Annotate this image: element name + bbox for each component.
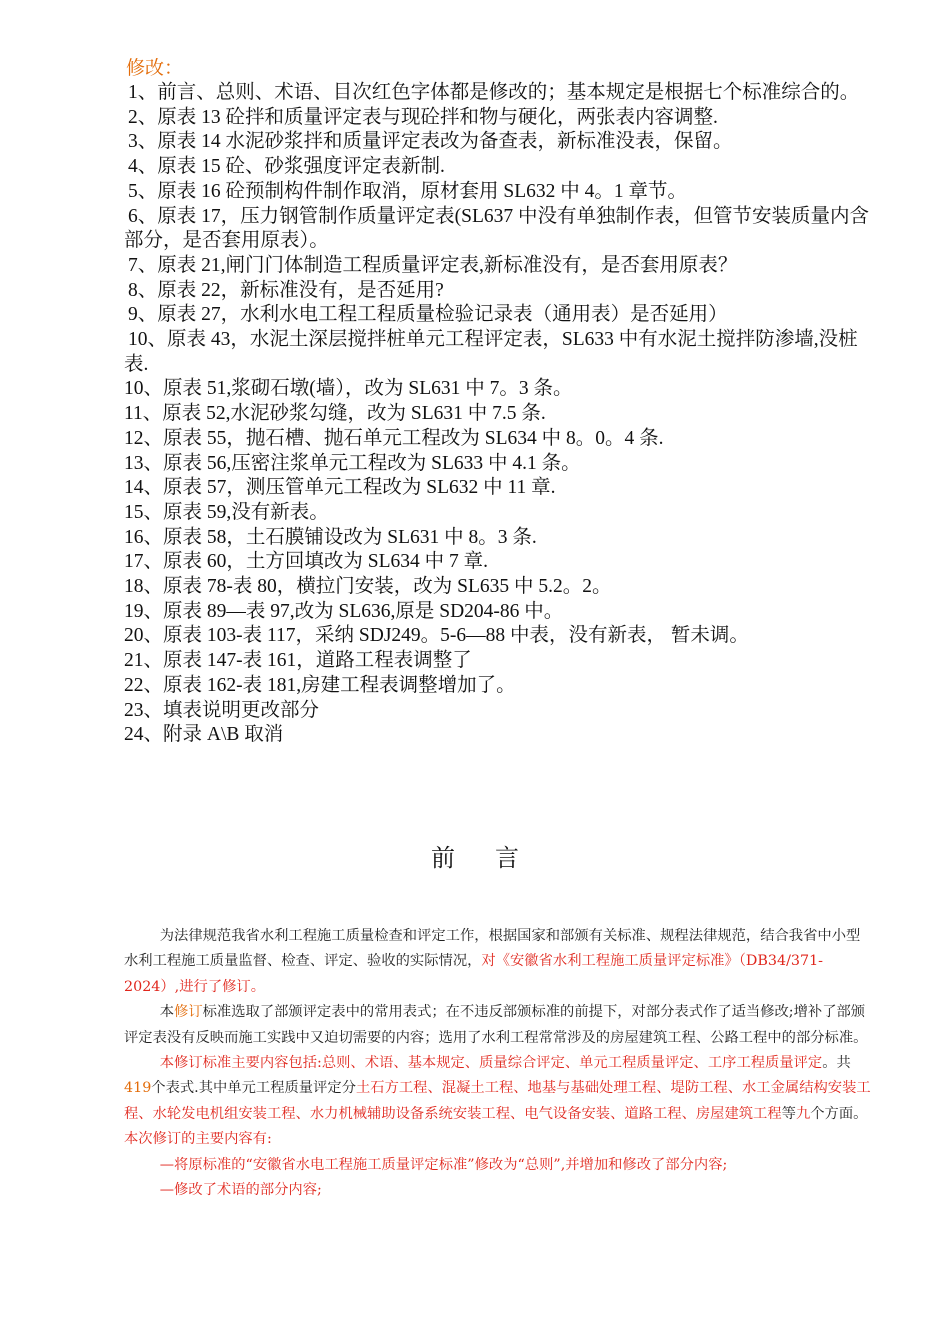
revision-note: 土石方工程、混凝土工程、地基与基础处理工程、堤防工程、水工金属结构安装工程、水轮发电机组安装工程、水力机械辅助设备系统安装工程、电气设备安装、道路工程、房屋建筑工程 [124, 1080, 871, 1122]
preface-body [124, 924, 872, 1203]
preface-paragraph: 本次修订的主要内容有: [124, 1131, 272, 1148]
preface-title: 前言 [431, 844, 559, 872]
revision-item: 22、原表 162-表 181,房建工程表调整增加了。 [124, 674, 516, 696]
paragraph-text: 个方面。 [810, 1105, 868, 1122]
revision-item: 17、原表 60，土方回填改为 SL634 中 7 章. [124, 551, 489, 573]
paragraph-text: 等 [781, 1105, 796, 1122]
paragraph-text: 标准选取了部颁评定表中的常用表式；在不违反部颁标准的前提下，对部分表式作了适当修改;增补了部颁评定表没有反映而施工实践中又迫切需要的内容；选用了水利工程常常涉及的房屋建筑工程、公路工程中的部分标准。 [124, 1004, 868, 1046]
paragraph-text: 个表式.其中单元工程质量评定分 [151, 1080, 356, 1097]
revision-item: 1、前言、总则、术语、目次红色字体都是修改的；基本规定是根据七个标准综合的。 [128, 82, 860, 103]
revision-item: 19、原表 89—表 97,改为 SL636,原是 SD204-86 中。 [124, 600, 564, 622]
revision-item: 4、原表 15 砼、砂浆强度评定表新制. [128, 156, 445, 178]
revision-item: 8、原表 22，新标准没有，是否延用? [128, 279, 444, 301]
preface-paragraph [124, 1051, 872, 1127]
revision-item: 18、原表 78-表 80，横拉门安装，改为 SL635 中 5.2。2。 [124, 576, 612, 598]
revision-note: 本修订标准主要内容包括:总则、术语、基本规定、质量综合评定、单元工程质量评定、工序工程质量评定 [159, 1055, 823, 1072]
revision-item: 7、原表 21,闸门门体制造工程质量评定表,新标准没有，是否套用原表？ [128, 254, 738, 276]
preface-paragraph: —将原标准的“安徽省水电工程施工质量评定标准”修改为“总则”,并增加和修改了部分内容; [159, 1156, 728, 1173]
revision-item: 11、原表 52,水泥砂浆勾缝，改为 SL631 中 7.5 条. [124, 403, 546, 425]
paragraph-text: 本 [159, 1004, 175, 1021]
revision-heading: 修改： [126, 57, 184, 79]
revision-item: 14、原表 57，测压管单元工程改为 SL632 中 11 章. [124, 477, 556, 499]
revision-item: 5、原表 16 砼预制构件制作取消，原材套用 SL632 中 4。1 章节。 [128, 180, 688, 202]
revision-item: 13、原表 56,压密注浆单元工程改为 SL633 中 4.1 条。 [124, 452, 581, 474]
revision-item: 10、原表 51,浆砌石墩(墙），改为 SL631 中 7。3 条。 [124, 378, 573, 400]
revision-item: 23、填表说明更改部分 [124, 699, 320, 721]
paragraph-text: 。共 [822, 1055, 851, 1072]
preface-paragraph [124, 1000, 872, 1051]
revision-item: 20、原表 103-表 117，采纳 SDJ249。5-6—88 中表，没有新表， 暂未调。 [124, 625, 749, 647]
revision-note: 九 [795, 1105, 811, 1122]
preface-paragraph [124, 924, 872, 1000]
revision-item: 24、附录 A\B 取消 [124, 724, 284, 746]
revision-item: 9、原表 27，水利水电工程工程质量检验记录表（通用表）是否延用） [128, 304, 728, 326]
table-count: 419 [124, 1080, 152, 1097]
revision-item: 10、原表 43，水泥土深层搅拌桩单元工程评定表，SL633 中有水泥土搅拌防渗墙,没桩表. [124, 329, 858, 375]
paragraph-text: 为法律规范我省水利工程施工质量检查和评定工作，根据国家和部颁有关标准、规程法律规范，结合我省中小型水利工程施工质量监督、检查、评定、验收的实际情况， [124, 928, 861, 970]
revision-list [124, 81, 869, 748]
revision-note: 对《安徽省水利工程施工质量评定标准》（DB34/371-2024）,进行了修订。 [124, 953, 824, 995]
revision-item: 16、原表 58，土石膜铺设改为 SL631 中 8。3 条. [124, 526, 537, 548]
revision-item: 21、原表 147-表 161，道路工程表调整了 [124, 650, 472, 672]
revision-item: 12、原表 55，抛石槽、抛石单元工程改为 SL634 中 8。0。4 条. [124, 427, 664, 449]
preface-paragraph: —修改了术语的部分内容; [159, 1182, 322, 1199]
revision-item: 2、原表 13 砼拌和质量评定表与现砼拌和物与硬化，两张表内容调整. [128, 106, 718, 128]
revision-item: 15、原表 59,没有新表。 [124, 501, 329, 523]
revision-item: 6、原表 17，压力钢管制作质量评定表(SL637 中没有单独制作表，但管节安装质量内含部分，是否套用原表）。 [124, 205, 870, 252]
revision-item: 3、原表 14 水泥砂浆拌和质量评定表改为备查表，新标准没表，保留。 [128, 131, 733, 153]
highlight-text: 修订 [174, 1004, 203, 1021]
